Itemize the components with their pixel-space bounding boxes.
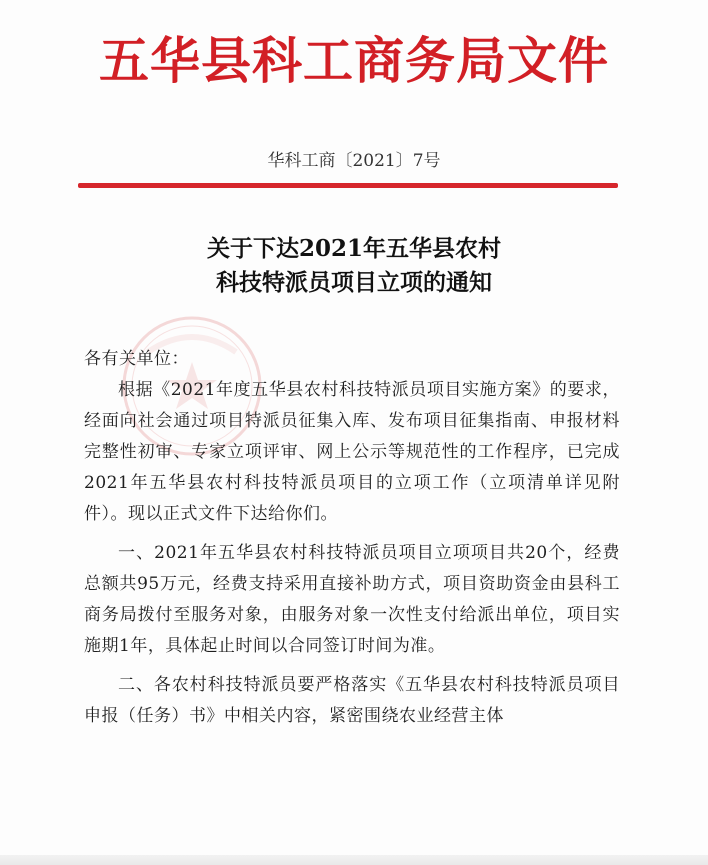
agency-header-title: 五华县科工商务局文件 xyxy=(99,32,609,90)
subject-line-2: 科技特派员项目立项的通知 xyxy=(216,269,492,296)
notice-body xyxy=(84,344,620,732)
salutation: 各有关单位： xyxy=(84,349,189,369)
body-paragraph-1: 根据《2021年度五华县农村科技特派员项目实施方案》的要求，经面向社会通过项目特派员征集入库、发布项目征集指南、申报材料完整性初审、专家立项评审、网上公示等规范性的工作程序，已完成2021年五华县农村科技特派员项目的立项工作（立项清单详见附件）。现以正式文件下达给你们。 xyxy=(84,380,620,524)
body-paragraph-2: 一、2021年五华县农村科技特派员项目立项项目共20个，经费总额共95万元，经费支持采用直接补助方式，项目资助资金由县科工商务局拨付至服务对象，由服务对象一次性支付给派出单位，项目实施期1年，具体起止时间以合同签订时间为准。 xyxy=(84,543,620,656)
notice-subject xyxy=(0,232,708,300)
document-number: 华科工商〔2021〕7号 xyxy=(267,151,441,171)
red-divider-line xyxy=(78,183,618,188)
page-bottom-edge xyxy=(0,855,708,865)
subject-line-1: 关于下达2021年五华县农村 xyxy=(206,235,501,262)
body-paragraph-3: 二、各农村科技特派员要严格落实《五华县农村科技特派员项目申报（任务）书》中相关内容，紧密围绕农业经营主体 xyxy=(84,675,620,726)
